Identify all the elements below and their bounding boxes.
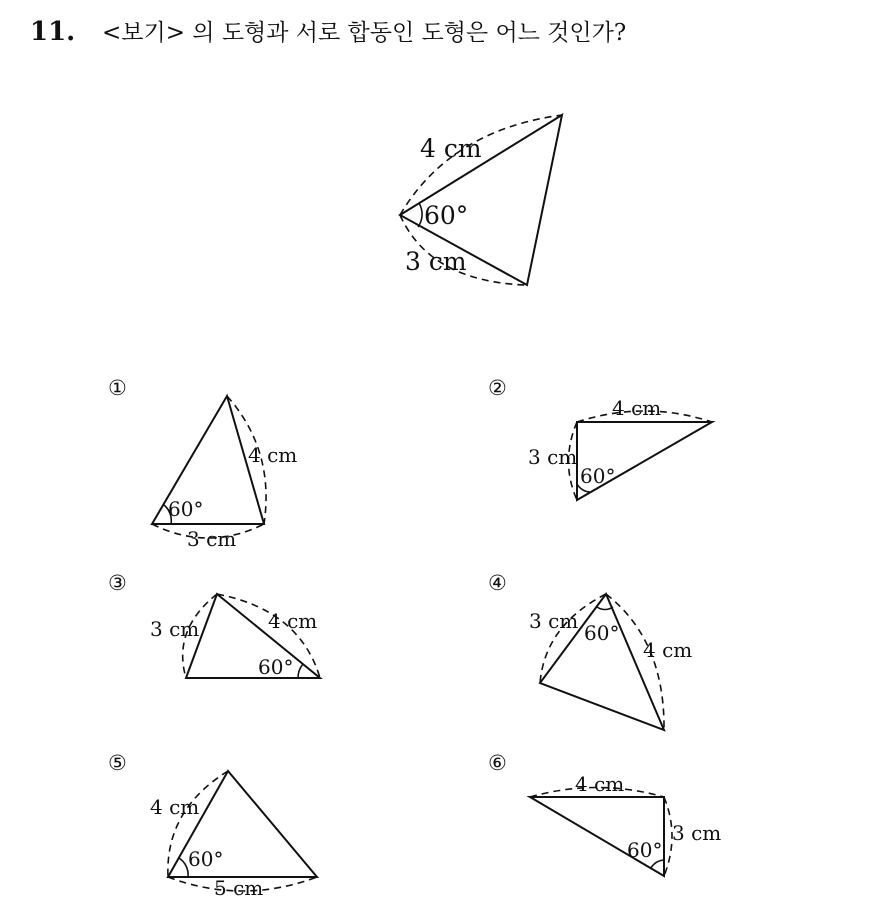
- question-number: 11.: [30, 17, 76, 47]
- option-4-angle-arc: [597, 607, 613, 610]
- option-4[interactable]: [488, 571, 692, 730]
- option-6[interactable]: [488, 751, 721, 876]
- option-3-angle-arc: [298, 664, 303, 678]
- option-6-label-a: 4 cm: [575, 772, 625, 796]
- option-4-label-a: 3 cm: [529, 609, 579, 633]
- option-5[interactable]: [108, 751, 317, 900]
- option-3-angle-label: 60°: [258, 655, 294, 679]
- option-3-triangle: [186, 594, 320, 678]
- reference-angle-label: 60°: [424, 201, 469, 230]
- option-5-angle-label: 60°: [188, 847, 224, 871]
- option-1-label-a: 4 cm: [248, 443, 298, 467]
- option-3-label-a: 3 cm: [150, 617, 200, 641]
- option-5-marker: ⑤: [108, 751, 127, 775]
- option-6-side-dash-3cm: [664, 797, 672, 876]
- option-1-angle-label: 60°: [168, 497, 204, 521]
- option-2-label-a: 4 cm: [612, 396, 662, 420]
- option-2-angle-label: 60°: [580, 464, 616, 488]
- option-6-label-b: 3 cm: [672, 821, 722, 845]
- option-1-label-b: 3 cm: [187, 527, 237, 551]
- option-6-angle-label: 60°: [627, 838, 663, 862]
- reference-triangle: [400, 115, 562, 285]
- option-5-angle-arc: [179, 858, 188, 877]
- option-5-label-a: 4 cm: [150, 795, 200, 819]
- option-3[interactable]: [108, 571, 320, 679]
- option-2[interactable]: [488, 376, 712, 500]
- option-4-marker: ④: [488, 571, 507, 595]
- option-2-marker: ②: [488, 376, 507, 400]
- option-3-marker: ③: [108, 571, 127, 595]
- option-5-label-b: 5 cm: [214, 876, 264, 900]
- option-4-label-b: 4 cm: [643, 638, 693, 662]
- option-1[interactable]: [108, 376, 297, 551]
- option-6-triangle: [530, 797, 664, 876]
- reference-short-side-label: 3 cm: [405, 247, 467, 276]
- option-6-marker: ⑥: [488, 751, 507, 775]
- option-2-label-b: 3 cm: [528, 445, 578, 469]
- option-3-label-b: 4 cm: [268, 609, 318, 633]
- question-text: <보기> 의 도형과 서로 합동인 도형은 어느 것인가?: [102, 20, 627, 46]
- reference-angle-arc: [418, 203, 422, 227]
- option-2-triangle: [577, 422, 712, 500]
- reference-long-side-label: 4 cm: [420, 134, 482, 163]
- option-1-marker: ①: [108, 376, 127, 400]
- option-4-angle-label: 60°: [584, 621, 620, 645]
